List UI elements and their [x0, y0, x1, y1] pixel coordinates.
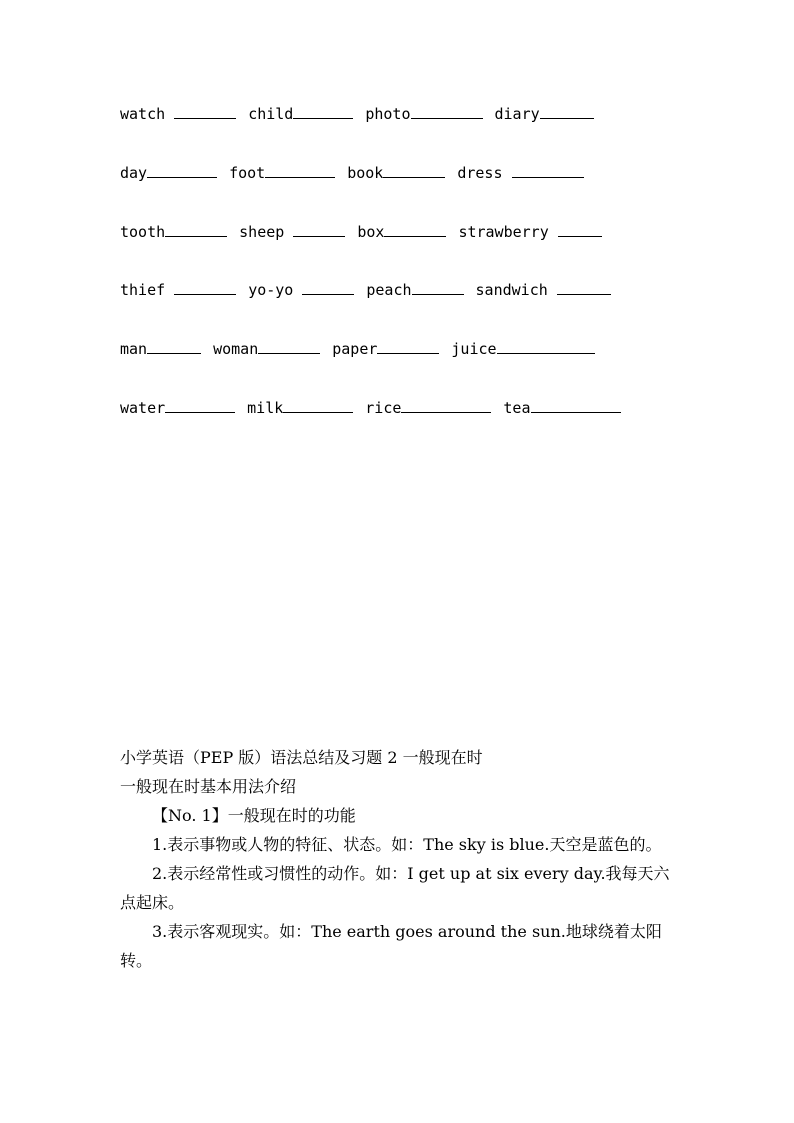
answer-blank[interactable]: [540, 102, 594, 119]
grammar-point-1: 1.表示事物或人物的特征、状态。如：The sky is blue.天空是蓝色的。: [152, 835, 662, 854]
answer-blank[interactable]: [401, 396, 491, 413]
exercise-word: foot: [229, 164, 266, 182]
exercise-word: paper: [332, 340, 378, 358]
grammar-point-2: 2.表示经常性或习惯性的动作。如：I get up at six every day.我每天六点起床。: [120, 864, 670, 912]
answer-blank[interactable]: [265, 161, 335, 178]
exercise-word: man: [120, 340, 148, 358]
answer-blank[interactable]: [147, 337, 201, 354]
exercise-word: tea: [503, 399, 531, 417]
exercise-word: dress: [457, 164, 503, 182]
exercise-row: [120, 102, 720, 124]
exercise-word: rice: [365, 399, 402, 417]
exercise-row: [120, 161, 720, 183]
exercise-word: sandwich: [475, 281, 548, 299]
answer-blank[interactable]: [302, 278, 354, 295]
answer-blank[interactable]: [293, 102, 353, 119]
exercise-word: watch: [120, 105, 166, 123]
answer-blank[interactable]: [174, 278, 236, 295]
exercise-word: water: [120, 399, 166, 417]
exercise-row: [120, 278, 720, 300]
grammar-section: [120, 743, 685, 975]
exercise-word: book: [347, 164, 384, 182]
exercise-word: diary: [494, 105, 540, 123]
answer-blank[interactable]: [293, 220, 345, 237]
exercise-word: child: [248, 105, 294, 123]
exercise-row: [120, 220, 720, 242]
answer-blank[interactable]: [165, 396, 235, 413]
exercise-word: milk: [247, 399, 284, 417]
document-title: 小学英语（PEP 版）语法总结及习题 2 一般现在时: [120, 748, 483, 767]
answer-blank[interactable]: [557, 278, 611, 295]
exercise-row: [120, 337, 720, 359]
answer-blank[interactable]: [412, 278, 464, 295]
answer-blank[interactable]: [512, 161, 584, 178]
answer-blank[interactable]: [258, 337, 320, 354]
answer-blank[interactable]: [558, 220, 602, 237]
answer-blank[interactable]: [497, 337, 595, 354]
exercise-word: tooth: [120, 223, 166, 241]
exercise-row: [120, 396, 720, 418]
exercise-word: peach: [366, 281, 412, 299]
answer-blank[interactable]: [377, 337, 439, 354]
exercise-word: photo: [365, 105, 411, 123]
grammar-point-3: 3.表示客观现实。如：The earth goes around the sun.地球绕着太阳转。: [120, 922, 662, 970]
answer-blank[interactable]: [531, 396, 621, 413]
answer-blank[interactable]: [165, 220, 227, 237]
answer-blank[interactable]: [411, 102, 483, 119]
exercise-word: day: [120, 164, 148, 182]
exercise-word: sheep: [239, 223, 285, 241]
section-subtitle: 一般现在时基本用法介绍: [120, 777, 297, 796]
exercise-word: strawberry: [458, 223, 549, 241]
answer-blank[interactable]: [383, 161, 445, 178]
answer-blank[interactable]: [283, 396, 353, 413]
answer-blank[interactable]: [174, 102, 236, 119]
answer-blank[interactable]: [147, 161, 217, 178]
exercise-word: thief: [120, 281, 166, 299]
exercise-word: yo-yo: [248, 281, 294, 299]
exercise-word: woman: [213, 340, 259, 358]
section-heading: 【No. 1】一般现在时的功能: [152, 806, 356, 825]
exercise-word: box: [357, 223, 385, 241]
exercise-word: juice: [451, 340, 497, 358]
answer-blank[interactable]: [384, 220, 446, 237]
